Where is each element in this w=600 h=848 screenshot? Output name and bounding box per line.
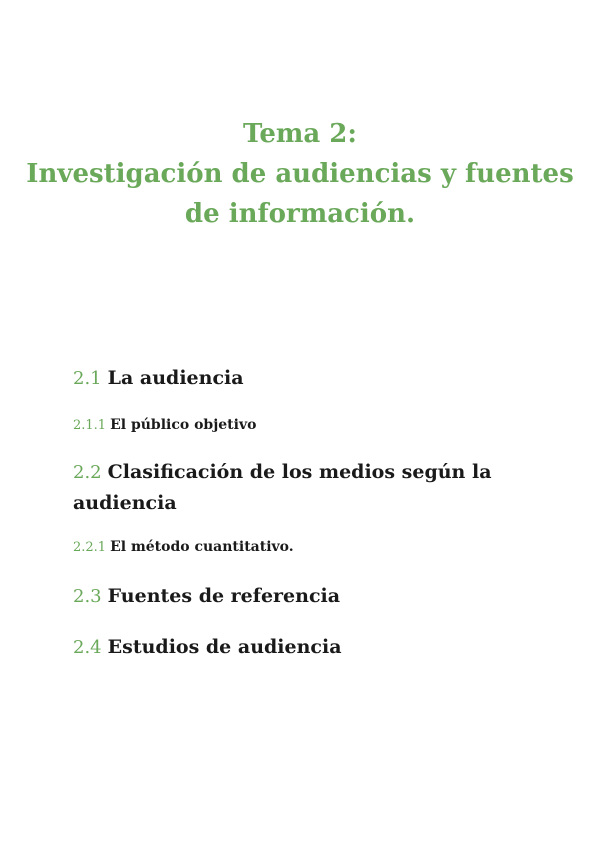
toc-number: 2.3 <box>73 586 102 607</box>
toc-number: 2.4 <box>73 637 102 658</box>
title-line-1: Tema 2: <box>242 119 357 149</box>
document-title <box>0 114 600 234</box>
toc-number: 2.1 <box>73 368 102 389</box>
table-of-contents <box>73 363 543 663</box>
toc-label: El método cuantitativo. <box>110 539 294 555</box>
toc-label: El público objetivo <box>110 417 257 433</box>
title-line-3: de información. <box>184 199 416 229</box>
toc-label: Estudios de audiencia <box>107 636 342 658</box>
toc-label: La audiencia <box>107 367 244 389</box>
toc-item-2-1 <box>73 363 543 394</box>
toc-item-2-3 <box>73 581 543 612</box>
toc-label: Fuentes de referencia <box>107 585 341 607</box>
title-line-2: Investigación de audiencias y fuentes <box>26 159 574 189</box>
toc-item-2-2-1 <box>73 536 543 559</box>
toc-label: Clasificación de los medios según la audiencia <box>73 461 492 514</box>
toc-item-2-1-1 <box>73 414 543 437</box>
toc-item-2-4 <box>73 632 543 663</box>
toc-number: 2.2.1 <box>73 540 107 555</box>
toc-number: 2.1.1 <box>73 418 107 433</box>
toc-item-2-2 <box>73 457 543 518</box>
toc-number: 2.2 <box>73 462 102 483</box>
